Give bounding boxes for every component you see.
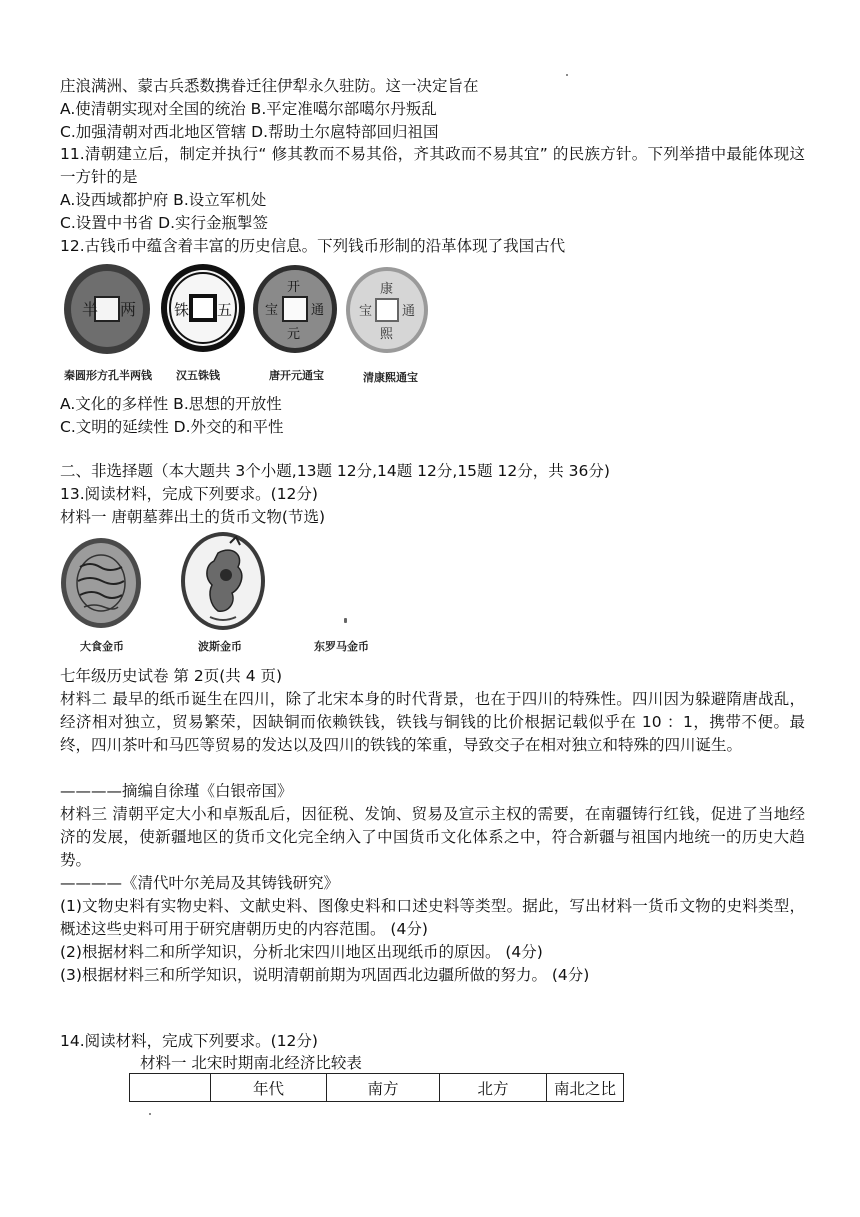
coin-caption: 汉五铢钱 <box>176 369 220 382</box>
coin-glyph: 熙 <box>380 327 394 342</box>
tang-kaiyuan-coin-image <box>252 264 338 354</box>
q13-material-1-title: 材料一 唐朝墓葬出土的货币文物(节选) <box>60 508 326 526</box>
coin-glyph: 元 <box>287 327 301 342</box>
coin-caption: 清康熙通宝 <box>363 371 418 384</box>
arab-gold-coin-image <box>60 537 142 629</box>
q13-stem: 13.阅读材料，完成下列要求。(12分) <box>60 485 318 503</box>
coin-caption: 大食金币 <box>80 640 124 653</box>
coin-glyph: 五 <box>217 301 233 319</box>
q14-material-1-title: 材料一 北宋时期南北经济比较表 <box>140 1054 362 1072</box>
q13-question-2: (2)根据材料二和所学知识，分析北宋四川地区出现纸币的原因。 (4分) <box>60 943 543 961</box>
q13-question-1: (1)文物史料有实物史料、文献史料、图像史料和口述史料等类型。据此，写出材料一货币文物的史料类型，概述这些史料可用于研究唐朝历史的内容范围。 (4分) <box>60 897 805 938</box>
q11-options-cd: C.设置中书省 D.实行金瓶掣签 <box>60 214 269 232</box>
coin-glyph: 两 <box>120 300 137 319</box>
persian-gold-coin-image <box>180 531 266 631</box>
coin-glyph: 半 <box>82 300 99 319</box>
north-south-economy-table <box>129 1073 624 1102</box>
coin-glyph: 宝 <box>265 303 279 318</box>
faint-coin-mark <box>344 618 347 623</box>
q12-stem: 12.古钱币中蕴含着丰富的历史信息。下列钱币形制的沿革体现了我国古代 <box>60 237 566 255</box>
q10-options-cd: C.加强清朝对西北地区管辖 D.帮助土尔扈特部回归祖国 <box>60 123 439 141</box>
q13-material-3: 材料三 清朝平定大小和卓叛乱后，因征税、发饷、贸易及宣示主权的需要，在南疆铸行红钱，促进了当地经济的发展，使新疆地区的货币文化完全纳入了中国货币文化体系之中，符合新疆与祖国内地统一的历史大趋势。 <box>60 805 805 869</box>
coin-glyph: 开 <box>287 280 301 295</box>
coin-caption: 波斯金币 <box>198 640 242 653</box>
coin-glyph: 铢 <box>174 301 190 319</box>
coin-caption: 秦圆形方孔半两钱 <box>64 369 152 382</box>
coin-caption: 东罗马金币 <box>314 640 369 653</box>
coin-glyph: 康 <box>380 282 394 297</box>
q13-material-3-source: ————《清代叶尔羌局及其铸钱研究》 <box>60 874 340 892</box>
q13-material-2-source: ————摘编自徐瑾《白银帝国》 <box>60 782 293 800</box>
coin-glyph: 通 <box>311 303 325 318</box>
coin-glyph: 通 <box>402 304 416 319</box>
coin-caption: 唐开元通宝 <box>269 369 324 382</box>
table-header-cell: 南北之比 <box>547 1074 624 1102</box>
stray-mark <box>566 74 568 76</box>
page-footer: 七年级历史试卷 第 2页(共 4 页) <box>60 667 283 685</box>
table-header-cell: 南方 <box>327 1074 440 1102</box>
qin-banliang-coin-image <box>62 262 152 356</box>
qing-kangxi-coin-image <box>345 266 429 354</box>
q12-options-ab: A.文化的多样性 B.思想的开放性 <box>60 395 282 413</box>
section-2-heading: 二、非选择题（本大题共 3个小题,13题 12分,14题 12分,15题 12分，共 36分) <box>60 462 610 480</box>
table-header-cell: 北方 <box>440 1074 547 1102</box>
coin-glyph: 宝 <box>359 304 373 319</box>
han-wuzhu-coin-image <box>160 263 246 353</box>
table-header-cell: 年代 <box>211 1074 327 1102</box>
stray-mark <box>149 1113 151 1115</box>
q13-question-3: (3)根据材料三和所学知识，说明清朝前期为巩固西北边疆所做的努力。 (4分) <box>60 966 590 984</box>
q12-options-cd: C.文明的延续性 D.外交的和平性 <box>60 418 284 436</box>
q11-stem: 11.清朝建立后，制定并执行“ 修其教而不易其俗，齐其政而不易其宜” 的民族方针。下列举措中最能体现这一方针的是 <box>60 145 805 186</box>
q10-options-ab: A.使清朝实现对全国的统治 B.平定准噶尔部噶尔丹叛乱 <box>60 100 437 118</box>
q11-options-ab: A.设西域都护府 B.设立军机处 <box>60 191 267 209</box>
q14-stem: 14.阅读材料，完成下列要求。(12分) <box>60 1032 318 1050</box>
q13-material-2: 材料二 最早的纸币诞生在四川，除了北宋本身的时代背景，也在于四川的特殊性。四川因为躲避隋唐战乱，经济相对独立，贸易繁荣，因缺铜而依赖铁钱，铁钱与铜钱的比价根据记载似乎在 10 ：1，携带不便。最终，四川茶叶和马匹等贸易的发达以及四川的铁钱的笨重，导致交子在相对独立和特殊的四川诞生。 <box>60 690 805 754</box>
q10-stem-tail: 庄浪满洲、蒙古兵悉数携眷迁往伊犁永久驻防。这一决定旨在 <box>60 77 479 95</box>
table-header-cell <box>130 1074 211 1102</box>
table-header-row <box>130 1074 624 1102</box>
